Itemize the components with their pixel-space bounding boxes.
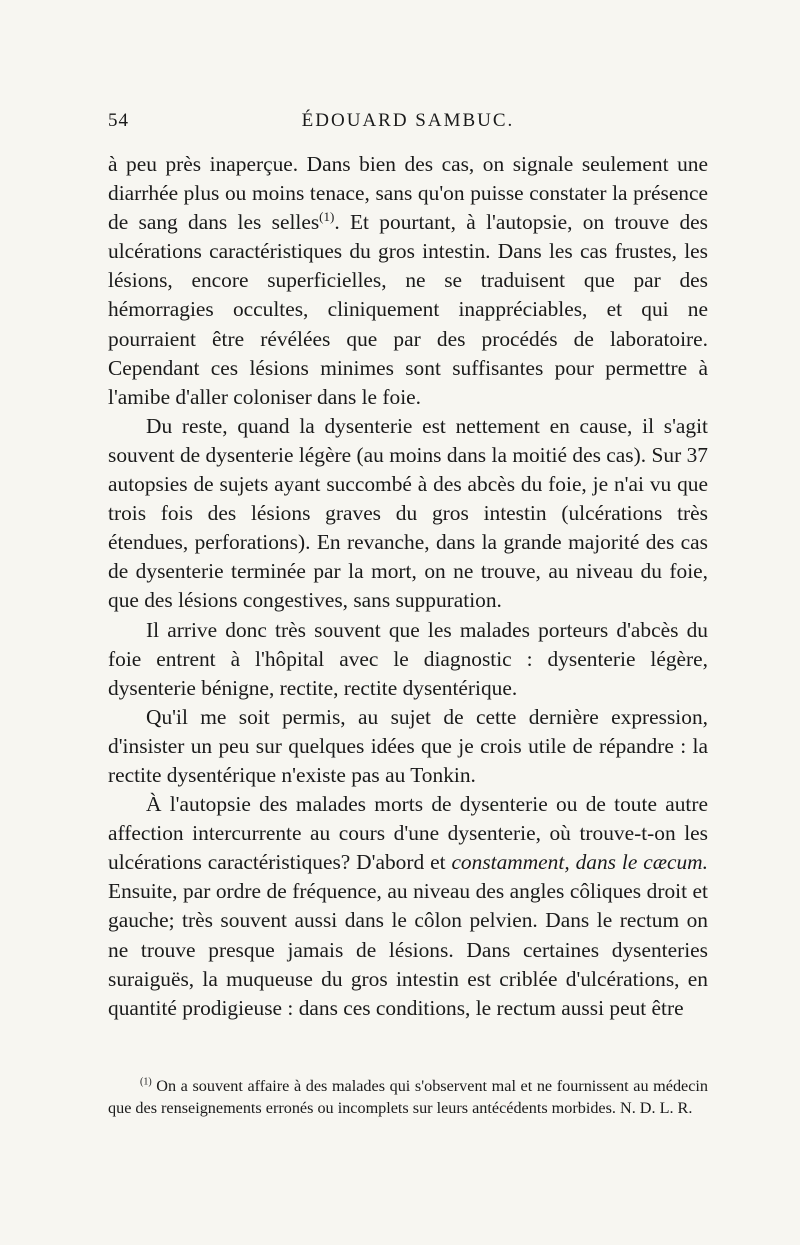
page-header xyxy=(108,110,708,150)
running-head: ÉDOUARD SAMBUC. xyxy=(301,110,515,131)
paragraph-5-part-a: À l'autopsie des malades morts de dysenterie ou de toute autre affection intercurrente au cours d'une dysenterie, où trouve-t-on les ulcérations caractéristiques? D'abord et xyxy=(108,792,708,875)
body-text xyxy=(108,150,708,1023)
footnote-1 xyxy=(108,1075,708,1119)
footnote-1-marker: (1) xyxy=(140,1076,152,1088)
paragraph-4: Qu'il me soit permis, au sujet de cette dernière expression, d'insister un peu sur quelques idées que je crois utile de répandre : la rectite dysentérique n'existe pas au Tonkin. xyxy=(108,704,708,787)
paragraph-1 xyxy=(108,150,708,412)
paragraph-3: Il arrive donc très souvent que les malades porteurs d'abcès du foie entrent à l'hôpital avec le diagnostic : dysenterie légère, dysenterie bénigne, rectite, rectite dysentérique. xyxy=(108,617,708,700)
paragraph-2: Du reste, quand la dysenterie est nettement en cause, il s'agit souvent de dysenterie légère (au moins dans la moitié des cas). Sur 37 autopsies de sujets ayant succombé à des abcès du foie, je n'ai vu que trois fois des lésions graves du gros intestin (ulcérations très étendues, perforations). En revanche, dans la grande majorité des cas de dysenterie terminée par la mort, on ne trouve, au niveau du foie, que des lésions congestives, sans suppuration. xyxy=(108,413,708,613)
paragraph-1-part-b: . Et pourtant, à l'autopsie, on trouve des ulcérations caractéristiques du gros intestin. Dans les cas frustes, les lésions, encore superficielles, ne se traduisent que par des hémorragies occultes, cliniquement inappréciables, et qui ne pourraient être révélées que par des procédés de laboratoire. Cependant ces lésions minimes sont suffisantes pour permettre à l'amibe d'aller coloniser dans le foie. xyxy=(108,210,708,409)
paragraph-5 xyxy=(108,790,708,1023)
footnote-reference: (1) xyxy=(319,209,335,225)
footnote-1-text: On a souvent affaire à des malades qui s'observent mal et ne fournissent au médecin que des renseignements erronés ou incomplets sur leurs antécédents morbides. N. D. L. R. xyxy=(108,1076,708,1117)
footnotes xyxy=(108,1075,708,1119)
paragraph-1-part-a: à peu près inaperçue. Dans bien des cas, on signale seulement une diarrhée plus ou moins tenace, sans qu'on puisse constater la présence de sang dans les selles xyxy=(108,152,708,235)
paragraph-5-emphasis: constamment, dans le cæcum. xyxy=(451,850,708,875)
paragraph-5-part-b: Ensuite, par ordre de fréquence, au niveau des angles côliques droit et gauche; très souvent aussi dans le côlon pelvien. Dans le rectum on ne trouve presque jamais de lésions. Dans certaines dysenteries suraiguës, la muqueuse du gros intestin est criblée d'ulcérations, en quantité prodigieuse : dans ces conditions, le rectum aussi peut être xyxy=(108,879,708,1020)
page-number: 54 xyxy=(108,110,129,131)
